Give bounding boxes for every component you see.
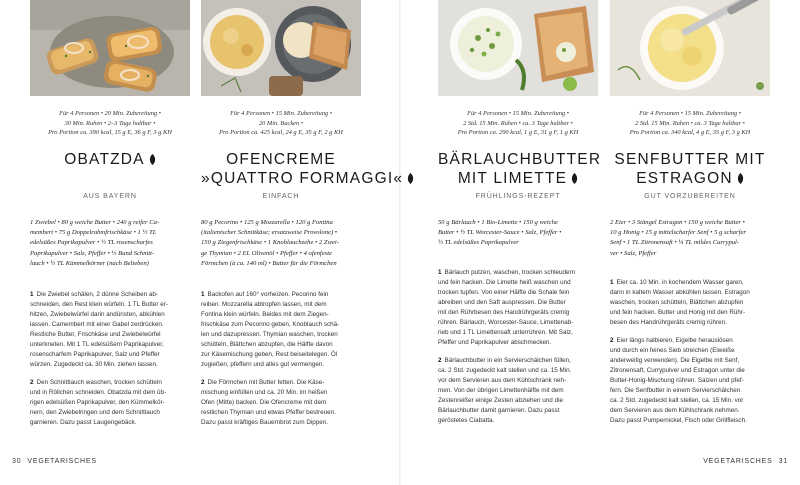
footer-left <box>12 458 97 465</box>
step-2: 2 Bärlauchbutter in ein Servierschälchen füllen, ca. 2 Std. zugedeckt kalt stellen und ca. 15 Min. vor dem Servieren aus dem Kühlschrank neh- men. Von der übrigen Limettenhälfte mit dem Zestenreißer einige Zesten abziehen und die Bärlauchbutter damit garnieren. Dazu passt geröstetes Ciabatta. <box>438 357 572 424</box>
recipe-meta: Für 4 Personen • 15 Min. Zubereitung • 2 Std. 15 Min. Ruhen • ca. 3 Tage haltbar • Pro Portion ca. 340 kcal, 4 g E, 35 g F, 3 g KH <box>629 110 751 137</box>
step-1: 1 Eier ca. 10 Min. in kochendem Wasser garen, dann in kaltem Wasser abkühlen lassen. Estragon waschen, trocken schütteln, Blättchen abzupfen und fein hacken. Butter und Honig mit den Rühr- besen des Handrührgeräts cremig rühren. <box>610 279 750 326</box>
recipe-steps <box>201 290 361 436</box>
vegetarian-leaf-icon <box>407 173 414 184</box>
obatzda-photo <box>30 0 190 96</box>
recipe-meta: Für 4 Personen • 20 Min. Zubereitung • 30 Min. Ruhen • 2–3 Tage haltbar • Pro Portion ca. 390 kcal, 15 g E, 36 g F, 3 g KH <box>48 110 172 137</box>
baerlauchbutter-photo <box>438 0 598 96</box>
page-number-left: 30 <box>12 458 22 465</box>
step-1: 1 Bärlauch putzen, waschen, trocken schleudern und fein hacken. Die Limette heiß waschen und trocken tupfen. Von einer Hälfte die Schale fein abreiben und den Saft auspressen. Die Butter mit den Rührbesen des Handrührgeräts cremig rühren. Bärlauch, Worcester-Sauce, Limettenab- rieb und 1 TL Limettensaft unterrühren. Mit Salz, Pfeffer und Paprikapulver abschmecken. <box>438 269 576 346</box>
recipe-title: OFENCREME »QUATTRO FORMAGGI« <box>201 150 361 188</box>
step-2: 2 Die Förmchen mit Butter fetten. Die Käse- mischung einfüllen und ca. 20 Min. im heißen Ofen (Mitte) backen. Die Ofencreme mit dem restlichen Thymian und etwas Pfeffer bestreuen. Dazu passt kräftiges Bauernbrot zum Dippen. <box>201 379 336 426</box>
step-2: 2 Eier längs halbieren, Eigelbe herauslösen und durch ein feines Sieb streichen (Eiweiße anderweitig verwenden). Die Eigelbe mit Senf, Zitronensaft, Currypulver und Estragon unter die Butter-Honig-Mischung rühren. Salzen und pfef- fern. Die Senfbutter in einem Servierschälchen ca. 2 Std. zugedeckt kalt stellen, ca. 15 Min. vor dem Servieren aus dem Kühlschrank nehmen. Dazu passt Pumpernickel, Fisch oder Grillfleisch. <box>610 337 747 424</box>
recipe-title: SENFBUTTER MIT ESTRAGON <box>614 151 766 187</box>
recipe-steps <box>438 268 598 434</box>
ingredient-list: 80 g Pecorino • 125 g Mozzarella • 120 g Fontina (italienischer Schnittkäse; ersatzweise Provolone) • 150 g Ziegenfrischkäse • 1 Knoblauchzehe • 2 Zwei- ge Thymian • 2 EL Olivenöl • Pfeffer • 4 ofenfeste Förmchen (à ca. 140 ml) • Butter für die Förmchen <box>201 219 339 267</box>
page-number-right: 31 <box>778 458 788 465</box>
recipe-title: BÄRLAUCHBUTTER MIT LIMETTE <box>438 151 602 187</box>
recipe-subtitle: EINFACH <box>262 193 300 200</box>
step-2: 2 Den Schnittlauch waschen, trocken schütteln und in Röllchen schneiden. Obatzda mit dem üb- rigen edelsüßen Paprikapulver, den Kümmelkör- nern, den Zwiebelringen und dem Schnittlauch garnieren. Dazu passt Laugengebäck. <box>30 379 167 426</box>
recipe-title: OBATZDA <box>30 150 190 169</box>
ingredient-list: 1 Zwiebel • 80 g weiche Butter • 240 g reifer Ca- membert • 75 g Doppelrahmfrischkäse • 1 ½ TL edelsüßes Paprikapulver • ½ TL rosenscharfes Paprikapulver • Salz, Pfeffer • ½ Bund Schnitt- lauch • ½ TL Kümmelkörner (nach Belieben) <box>30 219 160 267</box>
step-1: 1 Die Zwiebel schälen, 2 dünne Scheiben ab- schneiden, den Rest klein würfeln. 1 TL Butter er- hitzen, Zwiebelwürfel darin andünsten, abkühlen lassen. Camembert mit einer Gabel zerdrücken. Restliche Butter, Frischkäse und Zwiebelwürfel unterkneten. Mit 1 TL edelsüßem Paprikapulver, rosenscharfem Paprikapulver, Salz und Pfeffer würzen. Zugedeckt ca. 30 Min. ziehen lassen. <box>30 291 168 368</box>
recipe-meta: Für 4 Personen • 15 Min. Zubereitung • 20 Min. Backen • Pro Portion ca. 425 kcal, 24 g E, 35 g F, 2 g KH <box>219 110 343 137</box>
recipe-subtitle: AUS BAYERN <box>83 193 137 200</box>
recipe-subtitle: FRÜHLINGS-REZEPT <box>475 193 561 200</box>
page-gutter <box>399 0 401 485</box>
step-1: 1 Backofen auf 160° vorheizen. Pecorino fein reiben. Mozzarella abtropfen lassen, mit dem Fontina klein würfeln. Beides mit dem Ziegen- frischkäse zum Pecorino geben, Knoblauch schä- len und dazupressen. Thymian waschen, trocken schütteln, Blättchen abzupfen, die Hälfte davon zur Käsemischung geben, Rest beiseitelegen. Öl zugießen, pfeffern und alles gut vermengen. <box>201 291 340 368</box>
recipe-steps <box>30 290 190 436</box>
recipe-steps <box>610 278 770 434</box>
section-label-left: VEGETARISCHES <box>27 458 97 465</box>
vegetarian-leaf-icon <box>571 173 578 184</box>
ingredient-list: 50 g Bärlauch • 1 Bio-Limette • 150 g weiche Butter • ½ TL Worcester-Sauce • Salz, Pfeffer • ½ TL edelsüßes Paprikapulver <box>438 219 562 247</box>
senfbutter-photo <box>610 0 770 96</box>
vegetarian-leaf-icon <box>149 154 156 165</box>
section-label-right: VEGETARISCHES <box>703 458 773 465</box>
ofencreme-photo <box>201 0 361 96</box>
ingredient-list: 2 Eier • 3 Stängel Estragon • 150 g weiche Butter • 10 g Honig • 15 g mittelscharfer Senf • 5 g scharfer Senf • 1 TL Zitronensaft • ¼ TL mildes Currypul- ver • Salz, Pfeffer <box>610 219 746 257</box>
footer-right <box>703 458 788 465</box>
recipe-meta: Für 4 Personen • 15 Min. Zubereitung • 2 Std. 15 Min. Ruhen • ca. 3 Tage haltbar • Pro Portion ca. 290 kcal, 1 g E, 31 g F, 1 g KH <box>457 110 579 137</box>
vegetarian-leaf-icon <box>737 173 744 184</box>
recipe-subtitle: GUT VORZUBEREITEN <box>644 193 736 200</box>
